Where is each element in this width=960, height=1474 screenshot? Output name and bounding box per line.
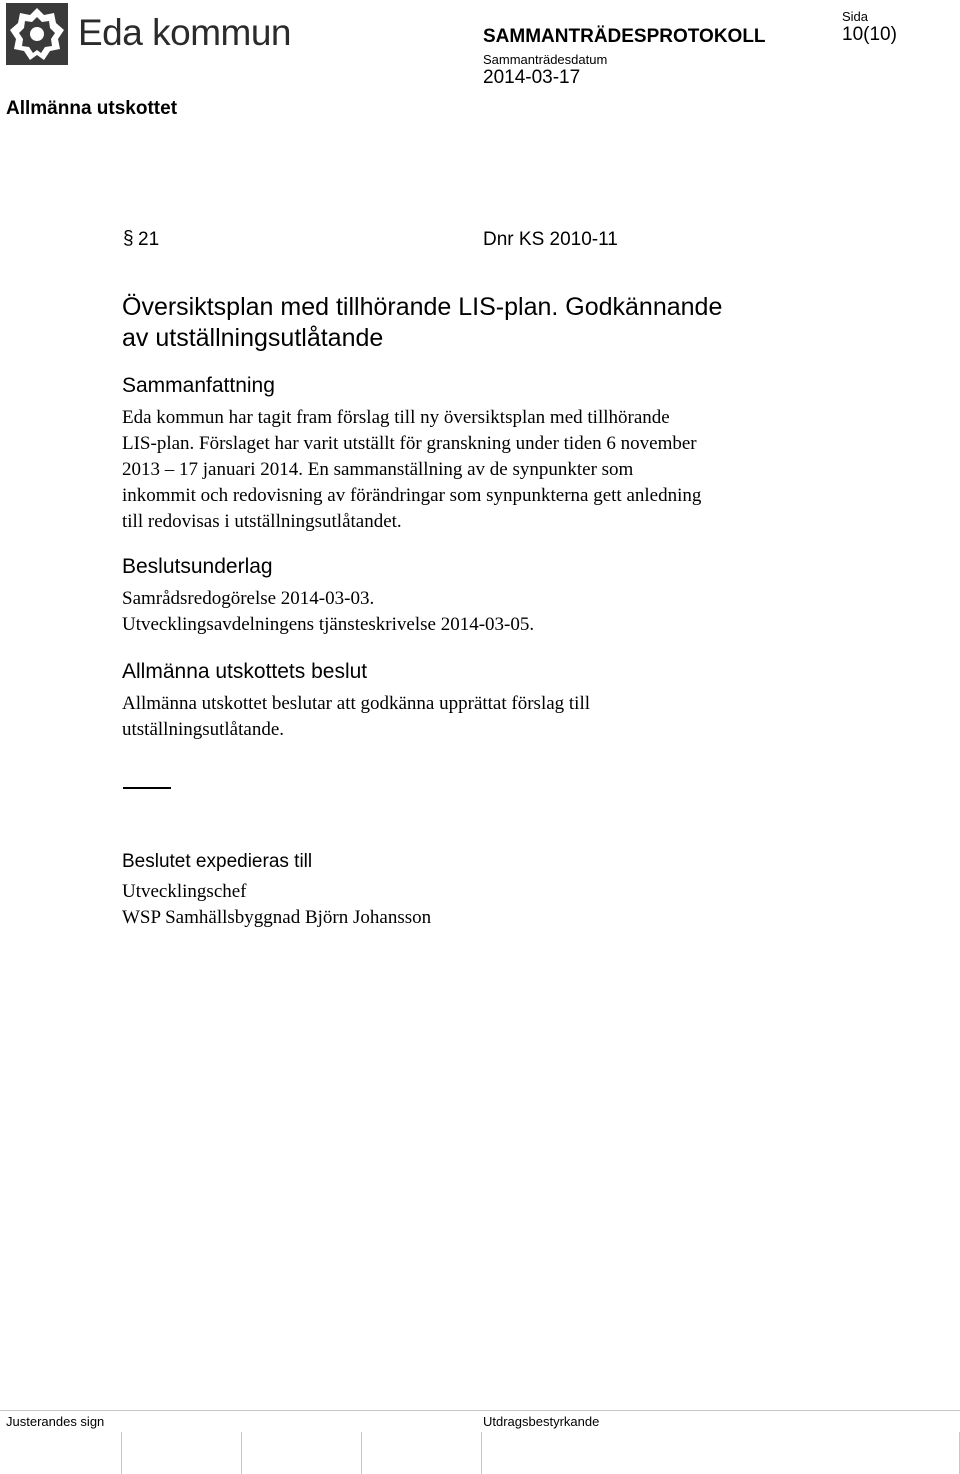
text-line: Allmänna utskottet beslutar att godkänna upprättat förslag till [122, 693, 591, 714]
municipal-coat-of-arms-icon [6, 3, 68, 65]
text-line: till redovisas i utställningsutlåtandet. [122, 511, 402, 532]
decision-heading: Allmänna utskottets beslut [122, 660, 368, 683]
title-line: av utställningsutlåtande [122, 324, 384, 352]
text-line: LIS-plan. Förslaget har varit utställt för granskning under tiden 6 november [122, 433, 697, 454]
footer-divider [0, 1410, 960, 1411]
signature-label: Justerandes sign [6, 1414, 105, 1429]
signature-box-divider [121, 1432, 122, 1474]
document-type: SAMMANTRÄDESPROTOKOLL [483, 26, 766, 47]
distribution-list [122, 879, 822, 931]
brand-name: Eda kommun [78, 12, 291, 53]
text-line: Samrådsredogörelse 2014-03-03. [122, 588, 375, 609]
meeting-date: 2014-03-17 [483, 67, 581, 88]
signature-box-divider [361, 1432, 362, 1474]
certification-label: Utdragsbestyrkande [483, 1414, 600, 1429]
paragraph-number: 21 [138, 229, 160, 250]
divider [123, 787, 171, 789]
distribution-heading: Beslutet expedieras till [122, 851, 313, 872]
basis-text [122, 586, 822, 638]
paragraph-mark: § [123, 228, 134, 249]
text-line: Utvecklingschef [122, 881, 247, 902]
page-label: Sida [842, 9, 869, 24]
summary-heading: Sammanfattning [122, 374, 275, 397]
signature-box-divider [241, 1432, 242, 1474]
page-number: 10(10) [842, 24, 897, 45]
text-line: Eda kommun har tagit fram förslag till ny översiktsplan med tillhörande [122, 407, 670, 428]
summary-text [122, 405, 822, 535]
text-line: utställningsutlåtande. [122, 719, 285, 740]
committee-name: Allmänna utskottet [6, 98, 178, 119]
page-title [122, 292, 842, 354]
text-line: 2013 – 17 januari 2014. En sammanställning av de synpunkter som [122, 459, 634, 480]
title-line: Översiktsplan med tillhörande LIS-plan. Godkännande [122, 293, 723, 321]
text-line: inkommit och redovisning av förändringar som synpunkterna gett anledning [122, 485, 702, 506]
decision-text [122, 691, 822, 743]
text-line: Utvecklingsavdelningens tjänsteskrivelse 2014-03-05. [122, 614, 535, 635]
text-line: WSP Samhällsbyggnad Björn Johansson [122, 907, 432, 928]
meeting-date-label: Sammanträdesdatum [483, 52, 608, 67]
basis-heading: Beslutsunderlag [122, 555, 273, 578]
signature-box-divider [481, 1432, 482, 1474]
diary-number: Dnr KS 2010-11 [483, 229, 618, 250]
